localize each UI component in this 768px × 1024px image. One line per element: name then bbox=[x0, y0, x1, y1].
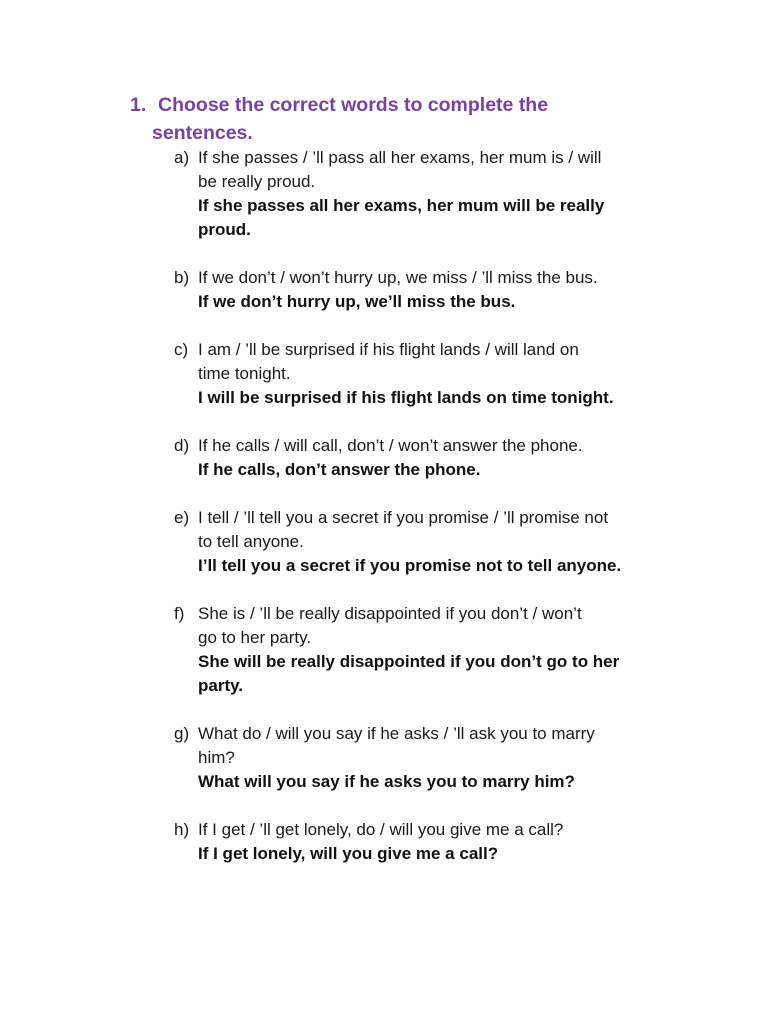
heading-line-1: Choose the correct words to complete the bbox=[158, 94, 549, 116]
question-line: If he calls / will call, don’t / won’t answer the phone. bbox=[198, 436, 583, 455]
item-letter: e) bbox=[174, 508, 190, 527]
answer-line: I will be surprised if his flight lands on time tonight. bbox=[198, 388, 614, 407]
question-line: She is / ’ll be really disappointed if you don’t / won’t bbox=[198, 604, 582, 623]
item-letter: h) bbox=[174, 820, 190, 839]
exercise-item-b bbox=[174, 266, 674, 314]
question-line: him? bbox=[198, 748, 235, 767]
exercise-item-e bbox=[174, 506, 674, 578]
exercise-item-c bbox=[174, 338, 674, 410]
answer-line: proud. bbox=[198, 220, 251, 239]
exercise-item-a bbox=[174, 146, 674, 242]
answer-line: If I get lonely, will you give me a call? bbox=[198, 844, 499, 863]
question-line: time tonight. bbox=[198, 364, 291, 383]
question-line: go to her party. bbox=[198, 628, 312, 647]
exercise-item-f bbox=[174, 602, 674, 698]
exercise-item-g bbox=[174, 722, 674, 794]
exercise-items bbox=[174, 146, 674, 866]
exercise-number: 1. bbox=[130, 94, 147, 116]
exercise-heading bbox=[130, 91, 610, 147]
exercise-item-d bbox=[174, 434, 674, 482]
exercise-item-h bbox=[174, 818, 674, 866]
question-line: If we don’t / won’t hurry up, we miss / ’ll miss the bus. bbox=[198, 268, 598, 287]
question-line: What do / will you say if he asks / ’ll ask you to marry bbox=[198, 724, 595, 743]
answer-line: party. bbox=[198, 676, 244, 695]
heading-line-2: sentences. bbox=[152, 122, 253, 144]
answer-line: What will you say if he asks you to marry him? bbox=[198, 772, 575, 791]
answer-line: She will be really disappointed if you don’t go to her bbox=[198, 652, 620, 671]
item-letter: b) bbox=[174, 268, 190, 287]
item-letter: a) bbox=[174, 148, 190, 167]
question-line: If I get / ’ll get lonely, do / will you give me a call? bbox=[198, 820, 564, 839]
answer-line: If he calls, don’t answer the phone. bbox=[198, 460, 481, 479]
question-line: be really proud. bbox=[198, 172, 316, 191]
answer-line: I’ll tell you a secret if you promise not to tell anyone. bbox=[198, 556, 622, 575]
item-letter: f) bbox=[174, 604, 185, 623]
question-line: I tell / ’ll tell you a secret if you promise / ’ll promise not bbox=[198, 508, 609, 527]
answer-line: If she passes all her exams, her mum will be really bbox=[198, 196, 605, 215]
question-line: I am / ’ll be surprised if his flight lands / will land on bbox=[198, 340, 579, 359]
answer-line: If we don’t hurry up, we’ll miss the bus. bbox=[198, 292, 516, 311]
item-letter: d) bbox=[174, 436, 190, 455]
question-line: to tell anyone. bbox=[198, 532, 304, 551]
item-letter: c) bbox=[174, 340, 189, 359]
item-letter: g) bbox=[174, 724, 190, 743]
question-line: If she passes / ’ll pass all her exams, her mum is / will bbox=[198, 148, 602, 167]
